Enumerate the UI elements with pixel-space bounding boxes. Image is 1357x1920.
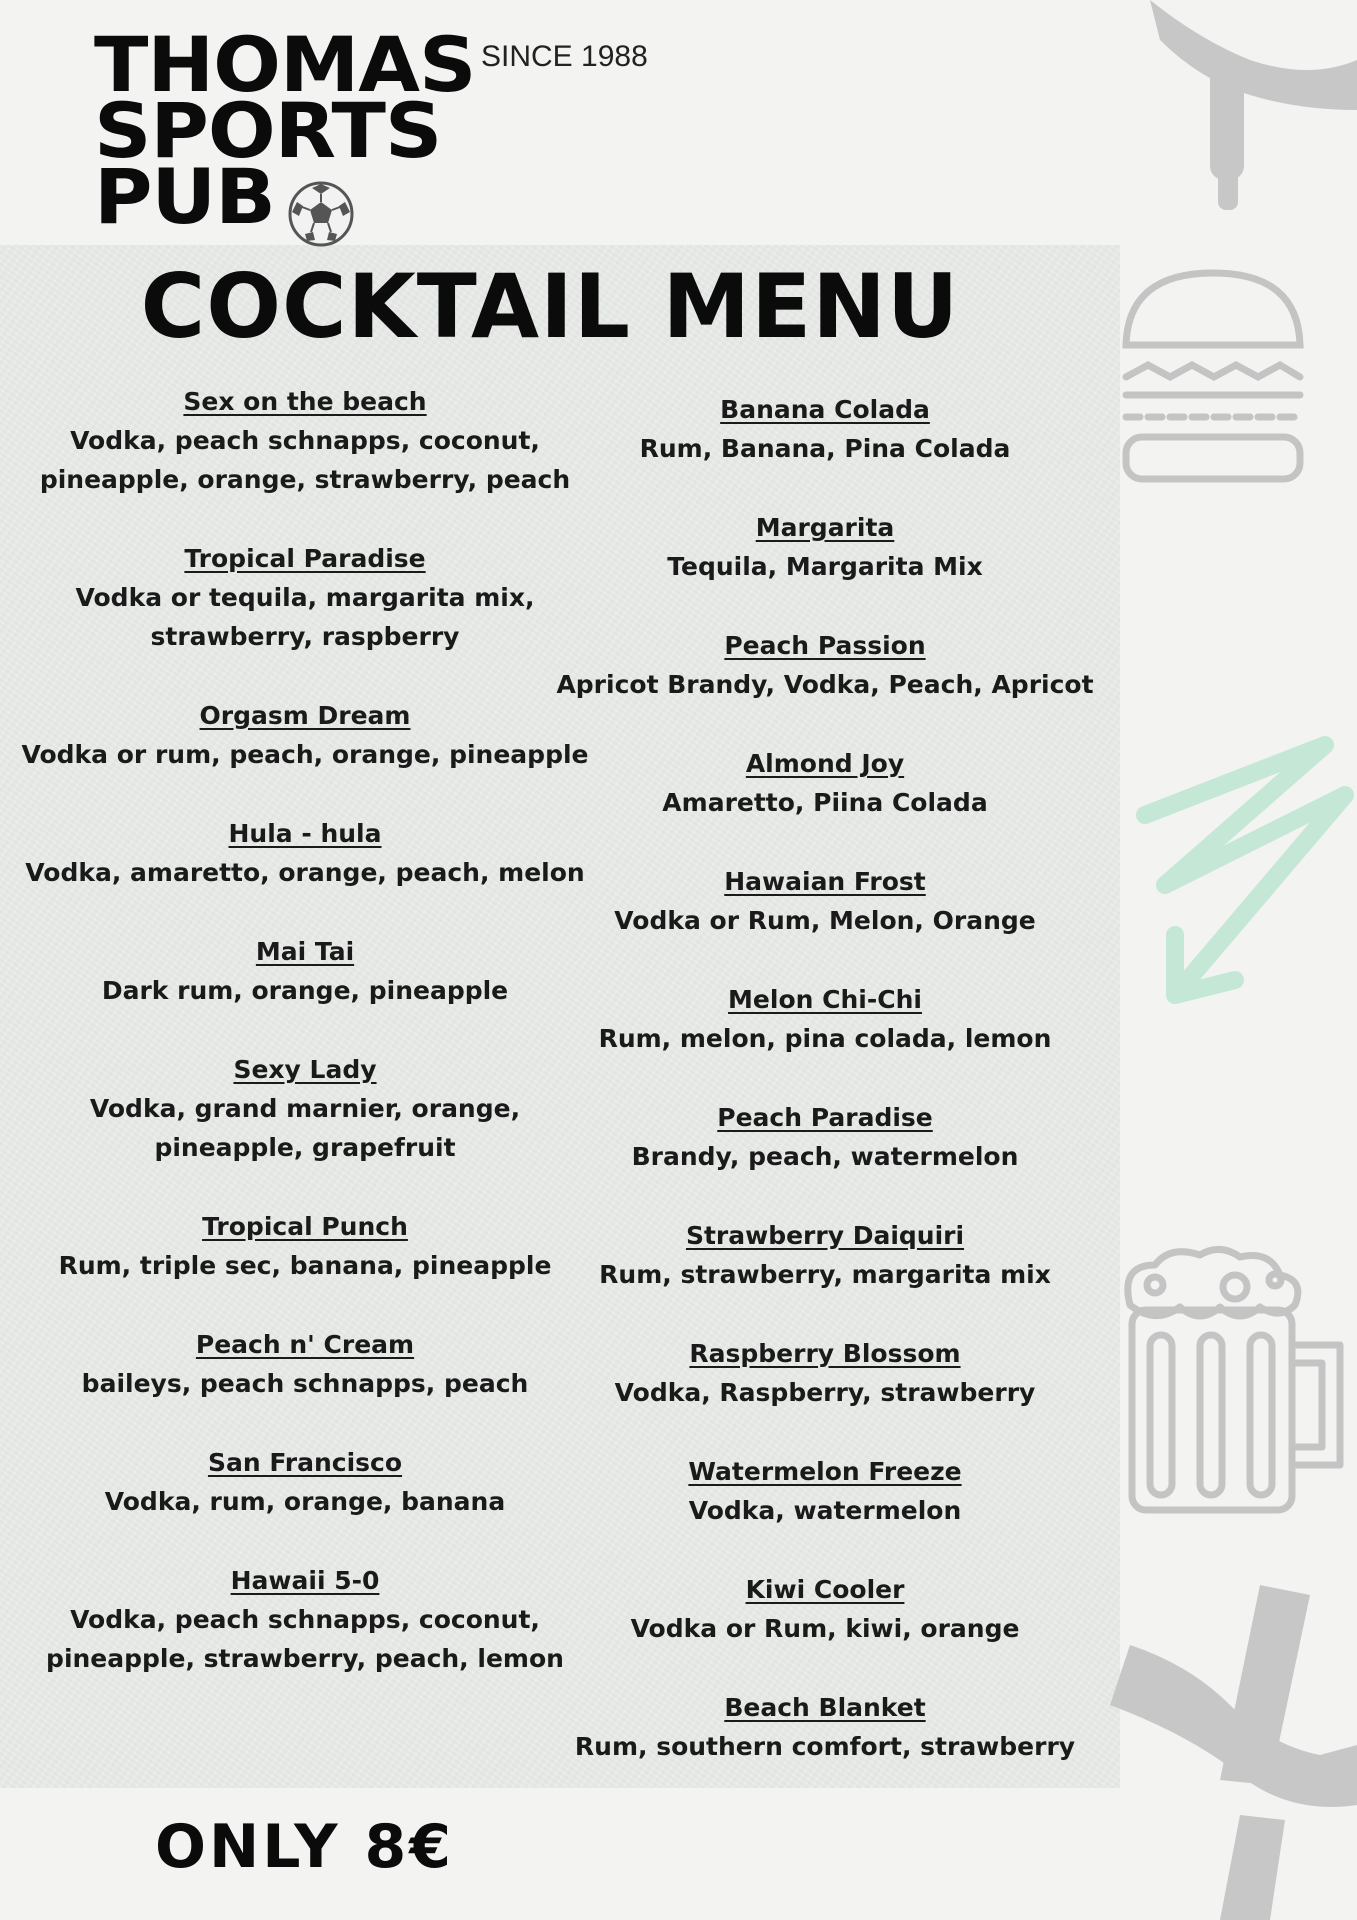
cocktail-ingredients: Vodka, Raspberry, strawberry (614, 1378, 1036, 1407)
cocktail-name: Orgasm Dream (199, 701, 411, 730)
cocktail-name: Margarita (755, 513, 895, 542)
cocktail-name: Strawberry Daiquiri (685, 1221, 965, 1250)
cocktail-ingredients: Amaretto, Piina Colada (662, 788, 988, 817)
menu-item (540, 744, 1110, 862)
menu-item (540, 1334, 1110, 1452)
cocktail-name: Almond Joy (745, 749, 905, 778)
menu-item (540, 390, 1110, 508)
cocktail-name: Sex on the beach (183, 387, 427, 416)
cocktail-name: Peach Paradise (717, 1103, 933, 1132)
brand-line-3: PUB (94, 152, 275, 241)
cocktail-ingredients: Dark rum, orange, pineapple (101, 976, 509, 1005)
cocktail-ingredients: Vodka, grand marnier, orange, (89, 1094, 521, 1123)
cocktail-ingredients: pineapple, orange, strawberry, peach (39, 465, 571, 494)
cocktail-ingredients: Vodka or tequila, margarita mix, (75, 583, 535, 612)
cocktail-ingredients: Rum, triple sec, banana, pineapple (58, 1251, 552, 1280)
menu-item (0, 1050, 610, 1207)
menu-item (540, 1688, 1110, 1806)
cocktail-name: Tropical Paradise (184, 544, 426, 573)
cocktail-name: Beach Blanket (724, 1693, 926, 1722)
cocktail-ingredients: Vodka, peach schnapps, coconut, (70, 1605, 540, 1634)
cocktail-ingredients: Tequila, Margarita Mix (667, 552, 983, 581)
cocktail-ingredients: pineapple, grapefruit (154, 1133, 456, 1162)
squiggle-arrow-icon (1135, 735, 1357, 1010)
corkscrew-icon (1140, 0, 1357, 220)
right-cocktail-column (540, 390, 1110, 1806)
cocktail-ingredients: Vodka or rum, peach, orange, pineapple (21, 740, 589, 769)
menu-title: COCKTAIL MENU (140, 255, 960, 358)
menu-item (0, 1443, 610, 1561)
menu-item (0, 539, 610, 696)
cocktail-ingredients: baileys, peach schnapps, peach (81, 1369, 529, 1398)
cocktail-name: Banana Colada (720, 395, 930, 424)
soccer-ball-icon (287, 180, 355, 248)
brand-line-2: SPORTS (94, 86, 442, 175)
cocktail-name: Hawaian Frost (724, 867, 926, 896)
cocktail-ingredients: Vodka or Rum, kiwi, orange (630, 1614, 1020, 1643)
menu-item (0, 814, 610, 932)
cocktail-ingredients: Vodka, peach schnapps, coconut, (70, 426, 540, 455)
menu-item (540, 508, 1110, 626)
cocktail-ingredients: strawberry, raspberry (150, 622, 460, 651)
cocktail-ingredients: Brandy, peach, watermelon (631, 1142, 1019, 1171)
cocktail-name: Mai Tai (255, 937, 355, 966)
cocktail-name: Melon Chi-Chi (728, 985, 922, 1014)
cocktail-name: Tropical Punch (202, 1212, 408, 1241)
cocktail-name: Sexy Lady (233, 1055, 377, 1084)
menu-item (540, 626, 1110, 744)
menu-item (0, 932, 610, 1050)
beer-mug-icon (1110, 1245, 1357, 1525)
corkscrew-icon (1110, 1585, 1357, 1920)
menu-item (0, 696, 610, 814)
left-cocktail-column (0, 382, 610, 1718)
cocktail-name: Peach n' Cream (195, 1330, 415, 1359)
menu-item (0, 1325, 610, 1443)
cocktail-ingredients: Vodka, rum, orange, banana (104, 1487, 506, 1516)
menu-item (540, 862, 1110, 980)
since-year-text: SINCE 1988 (481, 40, 648, 73)
cocktail-name: San Francisco (207, 1448, 403, 1477)
cocktail-ingredients: Rum, melon, pina colada, lemon (598, 1024, 1052, 1053)
brand-line-1: THOMAS (94, 20, 476, 109)
cocktail-ingredients: Vodka, amaretto, orange, peach, melon (25, 858, 585, 887)
menu-item (540, 1452, 1110, 1570)
cocktail-ingredients: Vodka, watermelon (688, 1496, 962, 1525)
menu-item (540, 1216, 1110, 1334)
pub-name-logo (94, 20, 476, 241)
menu-item (540, 1098, 1110, 1216)
cocktail-ingredients: Rum, Banana, Pina Colada (639, 434, 1011, 463)
price-footer: ONLY 8€ (155, 1812, 454, 1882)
menu-item (540, 980, 1110, 1098)
cocktail-name: Kiwi Cooler (745, 1575, 905, 1604)
cocktail-name: Hula - hula (228, 819, 382, 848)
cocktail-ingredients: pineapple, strawberry, peach, lemon (46, 1644, 564, 1673)
menu-item (0, 1207, 610, 1325)
cocktail-name: Watermelon Freeze (688, 1457, 962, 1486)
cocktail-name: Peach Passion (724, 631, 926, 660)
menu-item (0, 1561, 610, 1718)
menu-item (540, 1570, 1110, 1688)
cocktail-ingredients: Rum, southern comfort, strawberry (574, 1732, 1076, 1761)
cocktail-name: Hawaii 5-0 (230, 1566, 380, 1595)
burger-icon (1118, 265, 1308, 487)
cocktail-ingredients: Rum, strawberry, margarita mix (599, 1260, 1051, 1289)
cocktail-name: Raspberry Blossom (689, 1339, 961, 1368)
cocktail-ingredients: Vodka or Rum, Melon, Orange (614, 906, 1036, 935)
menu-item (0, 382, 610, 539)
cocktail-ingredients: Apricot Brandy, Vodka, Peach, Apricot (556, 670, 1094, 699)
